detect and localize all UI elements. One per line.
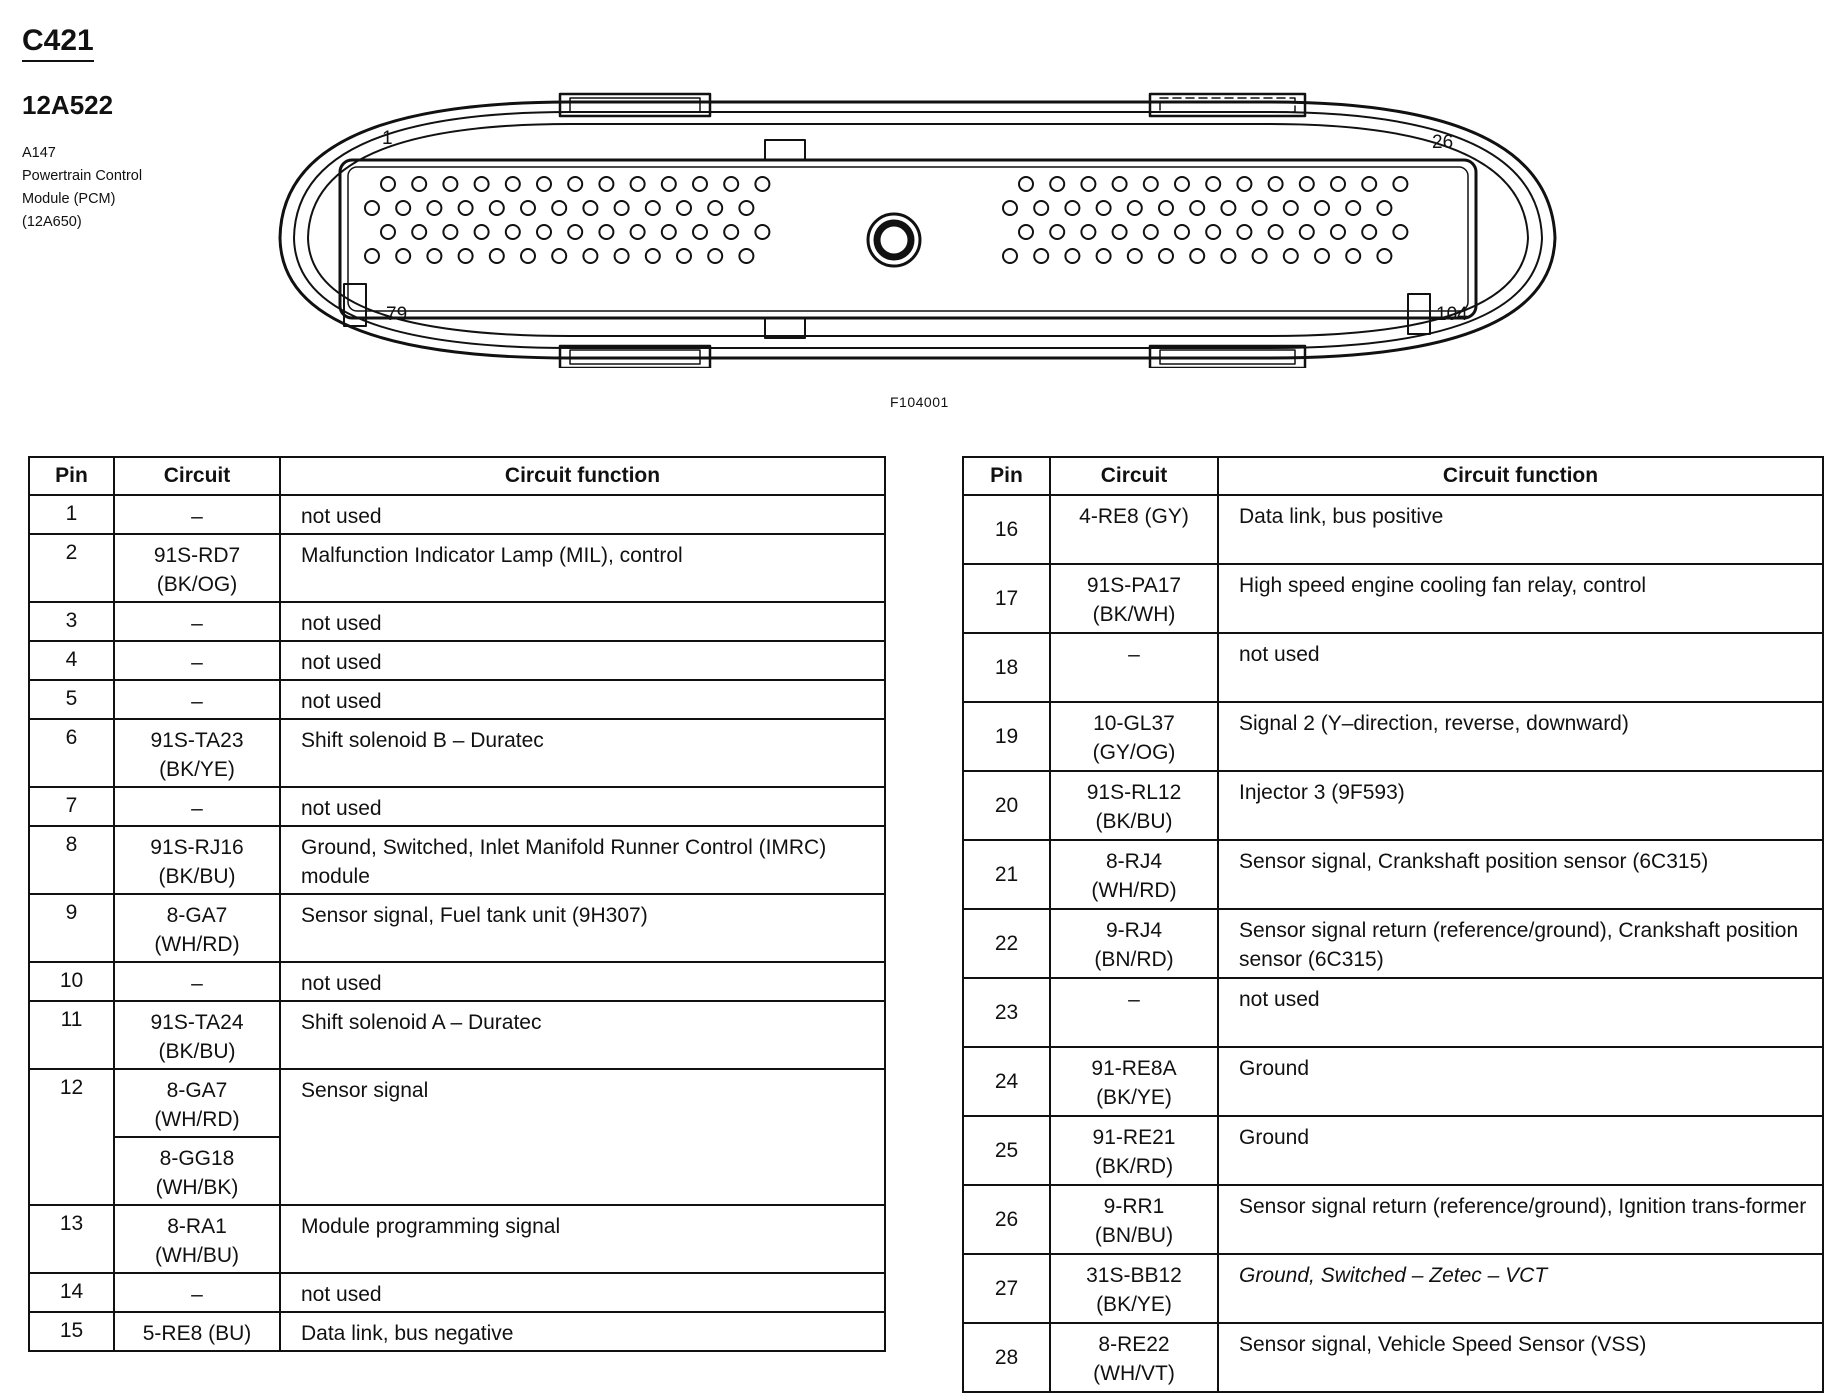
circuit-line: 91S-TA24 — [150, 1011, 244, 1034]
pin-hole — [1269, 225, 1283, 239]
circuit-line: 91-RE8A — [1091, 1057, 1177, 1080]
circuit-code — [1050, 909, 1218, 978]
pin-number: 6 — [29, 719, 114, 787]
circuit-line: 8-GA7 — [166, 904, 228, 927]
part-number: 12A522 — [22, 90, 114, 120]
circuit-line: 8-GG18 — [159, 1147, 235, 1170]
pin-hole — [1284, 201, 1298, 215]
pin-hole — [755, 225, 769, 239]
pin-hole — [1393, 177, 1407, 191]
pin-number: 8 — [29, 826, 114, 894]
pin-hole — [412, 177, 426, 191]
pin-hole — [1300, 225, 1314, 239]
circuit-code — [1050, 495, 1218, 564]
pin-label-26: 26 — [1432, 132, 1454, 153]
table-row — [29, 534, 885, 602]
pin-hole — [552, 249, 566, 263]
circuit-function: Shift solenoid A – Duratec — [280, 1001, 885, 1069]
pin-hole — [724, 177, 738, 191]
pin-hole — [708, 201, 722, 215]
pin-hole — [755, 177, 769, 191]
table-row — [29, 1001, 885, 1069]
pin-number: 16 — [963, 495, 1050, 564]
pin-hole — [1237, 177, 1251, 191]
pin-hole — [396, 201, 410, 215]
circuit-function: Sensor signal, Crankshaft position sensor (6C315) — [1218, 840, 1823, 909]
circuit-function: Ground — [1218, 1047, 1823, 1116]
module-description — [22, 142, 222, 234]
pin-hole — [1346, 249, 1360, 263]
circuit-code — [1050, 1185, 1218, 1254]
circuit-line: (BK/BU) — [158, 865, 236, 888]
circuit-line: – — [191, 972, 203, 995]
pin-number: 7 — [29, 787, 114, 826]
pin-hole — [739, 249, 753, 263]
table-row — [963, 1185, 1823, 1254]
circuit-line: (BN/BU) — [1094, 1224, 1174, 1247]
pin-hole — [1034, 249, 1048, 263]
circuit-function: Module programming signal — [280, 1205, 885, 1273]
table-row — [29, 826, 885, 894]
circuit-line: (BK/BU) — [158, 1040, 236, 1063]
circuit-code — [114, 1001, 280, 1069]
circuit-code — [114, 1137, 280, 1205]
pin-number: 20 — [963, 771, 1050, 840]
circuit-line: 91S-RJ16 — [150, 836, 244, 859]
circuit-line: (BN/RD) — [1094, 948, 1174, 971]
pin-number: 10 — [29, 962, 114, 1001]
pin-hole — [506, 177, 520, 191]
circuit-line: (WH/BK) — [155, 1176, 239, 1199]
table-row — [29, 495, 885, 534]
table-header-row — [963, 457, 1823, 495]
pin-hole — [552, 201, 566, 215]
pin-number: 13 — [29, 1205, 114, 1273]
circuit-code — [1050, 1047, 1218, 1116]
pin-number: 14 — [29, 1273, 114, 1312]
pin-hole — [1190, 249, 1204, 263]
pin-hole — [427, 249, 441, 263]
circuit-line: (WH/VT) — [1093, 1362, 1175, 1385]
pin-number: 18 — [963, 633, 1050, 702]
pin-hole — [1050, 225, 1064, 239]
pin-hole — [1175, 177, 1189, 191]
connector-face-diagram — [270, 88, 1570, 368]
circuit-code — [114, 826, 280, 894]
pin-number: 24 — [963, 1047, 1050, 1116]
pin-hole — [537, 225, 551, 239]
pin-hole — [1019, 177, 1033, 191]
pin-hole — [1113, 177, 1127, 191]
circuit-line: (WH/RD) — [154, 1108, 240, 1131]
pin-hole — [1362, 177, 1376, 191]
pin-label-1: 1 — [382, 128, 393, 149]
circuit-code — [1050, 633, 1218, 702]
pin-number: 17 — [963, 564, 1050, 633]
pin-hole — [1065, 201, 1079, 215]
pin-number: 4 — [29, 641, 114, 680]
circuit-line: 91S-PA17 — [1086, 574, 1182, 597]
pin-hole — [1253, 201, 1267, 215]
pin-hole — [1159, 201, 1173, 215]
table-row — [963, 1254, 1823, 1323]
circuit-column-header: Circuit — [114, 457, 280, 495]
table-row — [963, 633, 1823, 702]
table-row — [963, 771, 1823, 840]
table-row — [29, 787, 885, 826]
description-line: A147 — [22, 145, 56, 161]
pin-hole — [459, 249, 473, 263]
table-row — [963, 1116, 1823, 1185]
pin-hole — [1034, 201, 1048, 215]
pin-hole — [1113, 225, 1127, 239]
circuit-line: – — [1128, 643, 1140, 666]
circuit-line: 8-RJ4 — [1105, 850, 1163, 873]
circuit-line: (GY/OG) — [1092, 741, 1176, 764]
circuit-line: (BK/BU) — [1095, 810, 1173, 833]
circuit-function: not used — [280, 680, 885, 719]
pin-hole — [1159, 249, 1173, 263]
pin-hole — [475, 225, 489, 239]
pin-hole — [646, 201, 660, 215]
pin-hole — [568, 225, 582, 239]
pin-hole — [615, 201, 629, 215]
circuit-code — [114, 962, 280, 1001]
circuit-code — [114, 1273, 280, 1312]
pin-hole — [1175, 225, 1189, 239]
pin-number: 3 — [29, 602, 114, 641]
table-row — [963, 1047, 1823, 1116]
circuit-function: Sensor signal, Fuel tank unit (9H307) — [280, 894, 885, 962]
pin-hole — [381, 225, 395, 239]
pin-column-header: Pin — [963, 457, 1050, 495]
table-row — [963, 564, 1823, 633]
circuit-function: Data link, bus negative — [280, 1312, 885, 1351]
pin-hole — [615, 249, 629, 263]
pinout-table-right — [962, 456, 1824, 1393]
table-row — [29, 1312, 885, 1351]
pin-number: 22 — [963, 909, 1050, 978]
table-row — [29, 1273, 885, 1312]
pin-number: 21 — [963, 840, 1050, 909]
circuit-code — [1050, 840, 1218, 909]
pin-hole — [1144, 225, 1158, 239]
function-column-header: Circuit function — [280, 457, 885, 495]
pin-hole — [583, 201, 597, 215]
circuit-line: (WH/RD) — [154, 933, 240, 956]
circuit-line: – — [191, 1283, 203, 1306]
circuit-function: not used — [280, 641, 885, 680]
pin-hole — [1003, 201, 1017, 215]
circuit-line: – — [191, 505, 203, 528]
circuit-function: Ground, Switched, Inlet Manifold Runner Control (IMRC) module — [280, 826, 885, 894]
circuit-function: not used — [1218, 633, 1823, 702]
pin-hole — [1065, 249, 1079, 263]
pin-hole — [381, 177, 395, 191]
pin-hole — [1019, 225, 1033, 239]
circuit-line: (BK/YE) — [1096, 1293, 1172, 1316]
figure-id: F104001 — [890, 394, 949, 410]
circuit-code — [1050, 564, 1218, 633]
pin-hole — [677, 201, 691, 215]
circuit-line: 91S-TA23 — [150, 729, 244, 752]
circuit-code — [1050, 771, 1218, 840]
pin-hole — [1362, 225, 1376, 239]
pin-hole — [1331, 225, 1345, 239]
circuit-line: (BK/OG) — [156, 573, 238, 596]
circuit-code — [1050, 1254, 1218, 1323]
pin-hole — [365, 249, 379, 263]
description-line: Module (PCM) — [22, 191, 116, 207]
circuit-code — [1050, 978, 1218, 1047]
pin-hole — [677, 249, 691, 263]
circuit-line: 5-RE8 (BU) — [142, 1322, 252, 1345]
pin-hole — [443, 177, 457, 191]
pin-hole — [662, 177, 676, 191]
circuit-line: – — [191, 651, 203, 674]
pin-hole — [506, 225, 520, 239]
pin-hole — [631, 225, 645, 239]
circuit-line: 8-RA1 — [167, 1215, 227, 1238]
table-row — [29, 1205, 885, 1273]
table-row — [963, 909, 1823, 978]
circuit-function: Injector 3 (9F593) — [1218, 771, 1823, 840]
pin-hole — [662, 225, 676, 239]
pin-hole — [568, 177, 582, 191]
table-row — [29, 962, 885, 1001]
pin-hole — [1346, 201, 1360, 215]
pin-hole — [490, 201, 504, 215]
circuit-code — [114, 1069, 280, 1137]
pin-hole — [1190, 201, 1204, 215]
pin-number: 12 — [29, 1069, 114, 1205]
pin-hole — [475, 177, 489, 191]
pin-hole — [1206, 177, 1220, 191]
circuit-code — [114, 1205, 280, 1273]
circuit-function: Sensor signal return (reference/ground), Crankshaft position sensor (6C315) — [1218, 909, 1823, 978]
pin-hole — [1393, 225, 1407, 239]
circuit-function: Ground, Switched – Zetec – VCT — [1218, 1254, 1823, 1323]
pin-hole — [1377, 249, 1391, 263]
pin-label-79: 79 — [386, 304, 408, 325]
pin-hole — [1081, 225, 1095, 239]
pin-hole — [490, 249, 504, 263]
pin-hole — [521, 249, 535, 263]
pin-hole — [1050, 177, 1064, 191]
table-row — [963, 840, 1823, 909]
circuit-line: – — [1128, 988, 1140, 1011]
pin-hole — [708, 249, 722, 263]
pin-hole — [1300, 177, 1314, 191]
circuit-code — [114, 602, 280, 641]
circuit-function: not used — [280, 495, 885, 534]
circuit-function: not used — [280, 962, 885, 1001]
pin-hole — [693, 225, 707, 239]
pin-hole — [1237, 225, 1251, 239]
pin-number: 15 — [29, 1312, 114, 1351]
pin-number: 28 — [963, 1323, 1050, 1392]
pin-number: 2 — [29, 534, 114, 602]
table-row — [29, 602, 885, 641]
circuit-line: 91S-RL12 — [1086, 781, 1182, 804]
circuit-line: 9-RR1 — [1103, 1195, 1165, 1218]
circuit-function: not used — [280, 602, 885, 641]
circuit-line: (WH/BU) — [155, 1244, 239, 1267]
pin-hole — [1206, 225, 1220, 239]
table-row — [29, 680, 885, 719]
pin-hole — [537, 177, 551, 191]
pin-hole — [739, 201, 753, 215]
circuit-function: High speed engine cooling fan relay, control — [1218, 564, 1823, 633]
pin-hole — [1315, 249, 1329, 263]
pin-number: 19 — [963, 702, 1050, 771]
table-row — [963, 495, 1823, 564]
pin-label-104: 104 — [1436, 304, 1468, 325]
pin-hole — [1128, 201, 1142, 215]
circuit-line: (WH/RD) — [1091, 879, 1177, 902]
pin-hole — [693, 177, 707, 191]
circuit-function: Shift solenoid B – Duratec — [280, 719, 885, 787]
circuit-line: – — [191, 797, 203, 820]
circuit-code — [1050, 1323, 1218, 1392]
description-line: Powertrain Control — [22, 168, 143, 184]
circuit-code — [1050, 702, 1218, 771]
pin-hole — [427, 201, 441, 215]
table-row — [963, 702, 1823, 771]
pin-hole — [631, 177, 645, 191]
pin-hole — [459, 201, 473, 215]
circuit-column-header: Circuit — [1050, 457, 1218, 495]
table-row — [29, 641, 885, 680]
pin-hole — [724, 225, 738, 239]
circuit-code — [114, 495, 280, 534]
circuit-line: 91-RE21 — [1092, 1126, 1176, 1149]
circuit-function: Sensor signal — [280, 1069, 885, 1205]
pin-hole — [599, 177, 613, 191]
table-row — [963, 1323, 1823, 1392]
circuit-code — [114, 787, 280, 826]
description-line: (12A650) — [22, 214, 82, 230]
circuit-code — [114, 1312, 280, 1351]
circuit-line: 4-RE8 (GY) — [1079, 505, 1189, 528]
circuit-line: (BK/YE) — [159, 758, 235, 781]
pin-hole — [443, 225, 457, 239]
circuit-function: Sensor signal, Vehicle Speed Sensor (VSS) — [1218, 1323, 1823, 1392]
pin-number: 23 — [963, 978, 1050, 1047]
circuit-line: (BK/YE) — [1096, 1086, 1172, 1109]
circuit-function: Sensor signal return (reference/ground), Ignition trans-former — [1218, 1185, 1823, 1254]
circuit-line: (BK/RD) — [1094, 1155, 1174, 1178]
pin-hole — [521, 201, 535, 215]
circuit-line: – — [191, 690, 203, 713]
pin-hole — [1097, 249, 1111, 263]
pin-hole — [1097, 201, 1111, 215]
pin-hole — [1253, 249, 1267, 263]
pin-number: 11 — [29, 1001, 114, 1069]
pinout-table-left — [28, 456, 886, 1352]
circuit-line: (BK/WH) — [1092, 603, 1176, 626]
circuit-line: 10-GL37 — [1093, 712, 1175, 735]
pin-hole — [412, 225, 426, 239]
circuit-line: 31S-BB12 — [1086, 1264, 1182, 1287]
pin-column-header: Pin — [29, 457, 114, 495]
circuit-line: 91S-RD7 — [153, 544, 241, 567]
pin-hole — [1003, 249, 1017, 263]
function-column-header: Circuit function — [1218, 457, 1823, 495]
pin-number: 27 — [963, 1254, 1050, 1323]
circuit-function: not used — [280, 1273, 885, 1312]
pin-number: 5 — [29, 680, 114, 719]
pin-hole — [1331, 177, 1345, 191]
pin-hole — [1128, 249, 1142, 263]
pin-hole — [365, 201, 379, 215]
pin-hole — [1377, 201, 1391, 215]
circuit-code — [114, 894, 280, 962]
circuit-code — [114, 680, 280, 719]
circuit-function: Ground — [1218, 1116, 1823, 1185]
circuit-code — [114, 534, 280, 602]
circuit-line: 9-RJ4 — [1105, 919, 1163, 942]
pin-hole — [1315, 201, 1329, 215]
table-header-row — [29, 457, 885, 495]
circuit-line: – — [191, 612, 203, 635]
pin-number: 9 — [29, 894, 114, 962]
circuit-line: 8-GA7 — [166, 1079, 228, 1102]
circuit-function: not used — [280, 787, 885, 826]
pin-hole — [646, 249, 660, 263]
pin-number: 1 — [29, 495, 114, 534]
pin-number: 26 — [963, 1185, 1050, 1254]
pin-hole — [1284, 249, 1298, 263]
pin-hole — [599, 225, 613, 239]
pin-hole — [1269, 177, 1283, 191]
pin-hole — [1221, 249, 1235, 263]
table-row — [963, 978, 1823, 1047]
circuit-code — [1050, 1116, 1218, 1185]
circuit-code — [114, 641, 280, 680]
table-row — [29, 1069, 885, 1137]
connector-id: C421 — [22, 24, 94, 62]
pin-number: 25 — [963, 1116, 1050, 1185]
circuit-function: Signal 2 (Y–direction, reverse, downward) — [1218, 702, 1823, 771]
pin-hole — [1221, 201, 1235, 215]
pin-hole — [1144, 177, 1158, 191]
circuit-function: Malfunction Indicator Lamp (MIL), control — [280, 534, 885, 602]
circuit-function: not used — [1218, 978, 1823, 1047]
pin-hole — [1081, 177, 1095, 191]
circuit-line: 8-RE22 — [1098, 1333, 1170, 1356]
pin-hole — [583, 249, 597, 263]
circuit-code — [114, 719, 280, 787]
table-row — [29, 719, 885, 787]
pin-hole — [396, 249, 410, 263]
table-row — [29, 894, 885, 962]
circuit-function: Data link, bus positive — [1218, 495, 1823, 564]
